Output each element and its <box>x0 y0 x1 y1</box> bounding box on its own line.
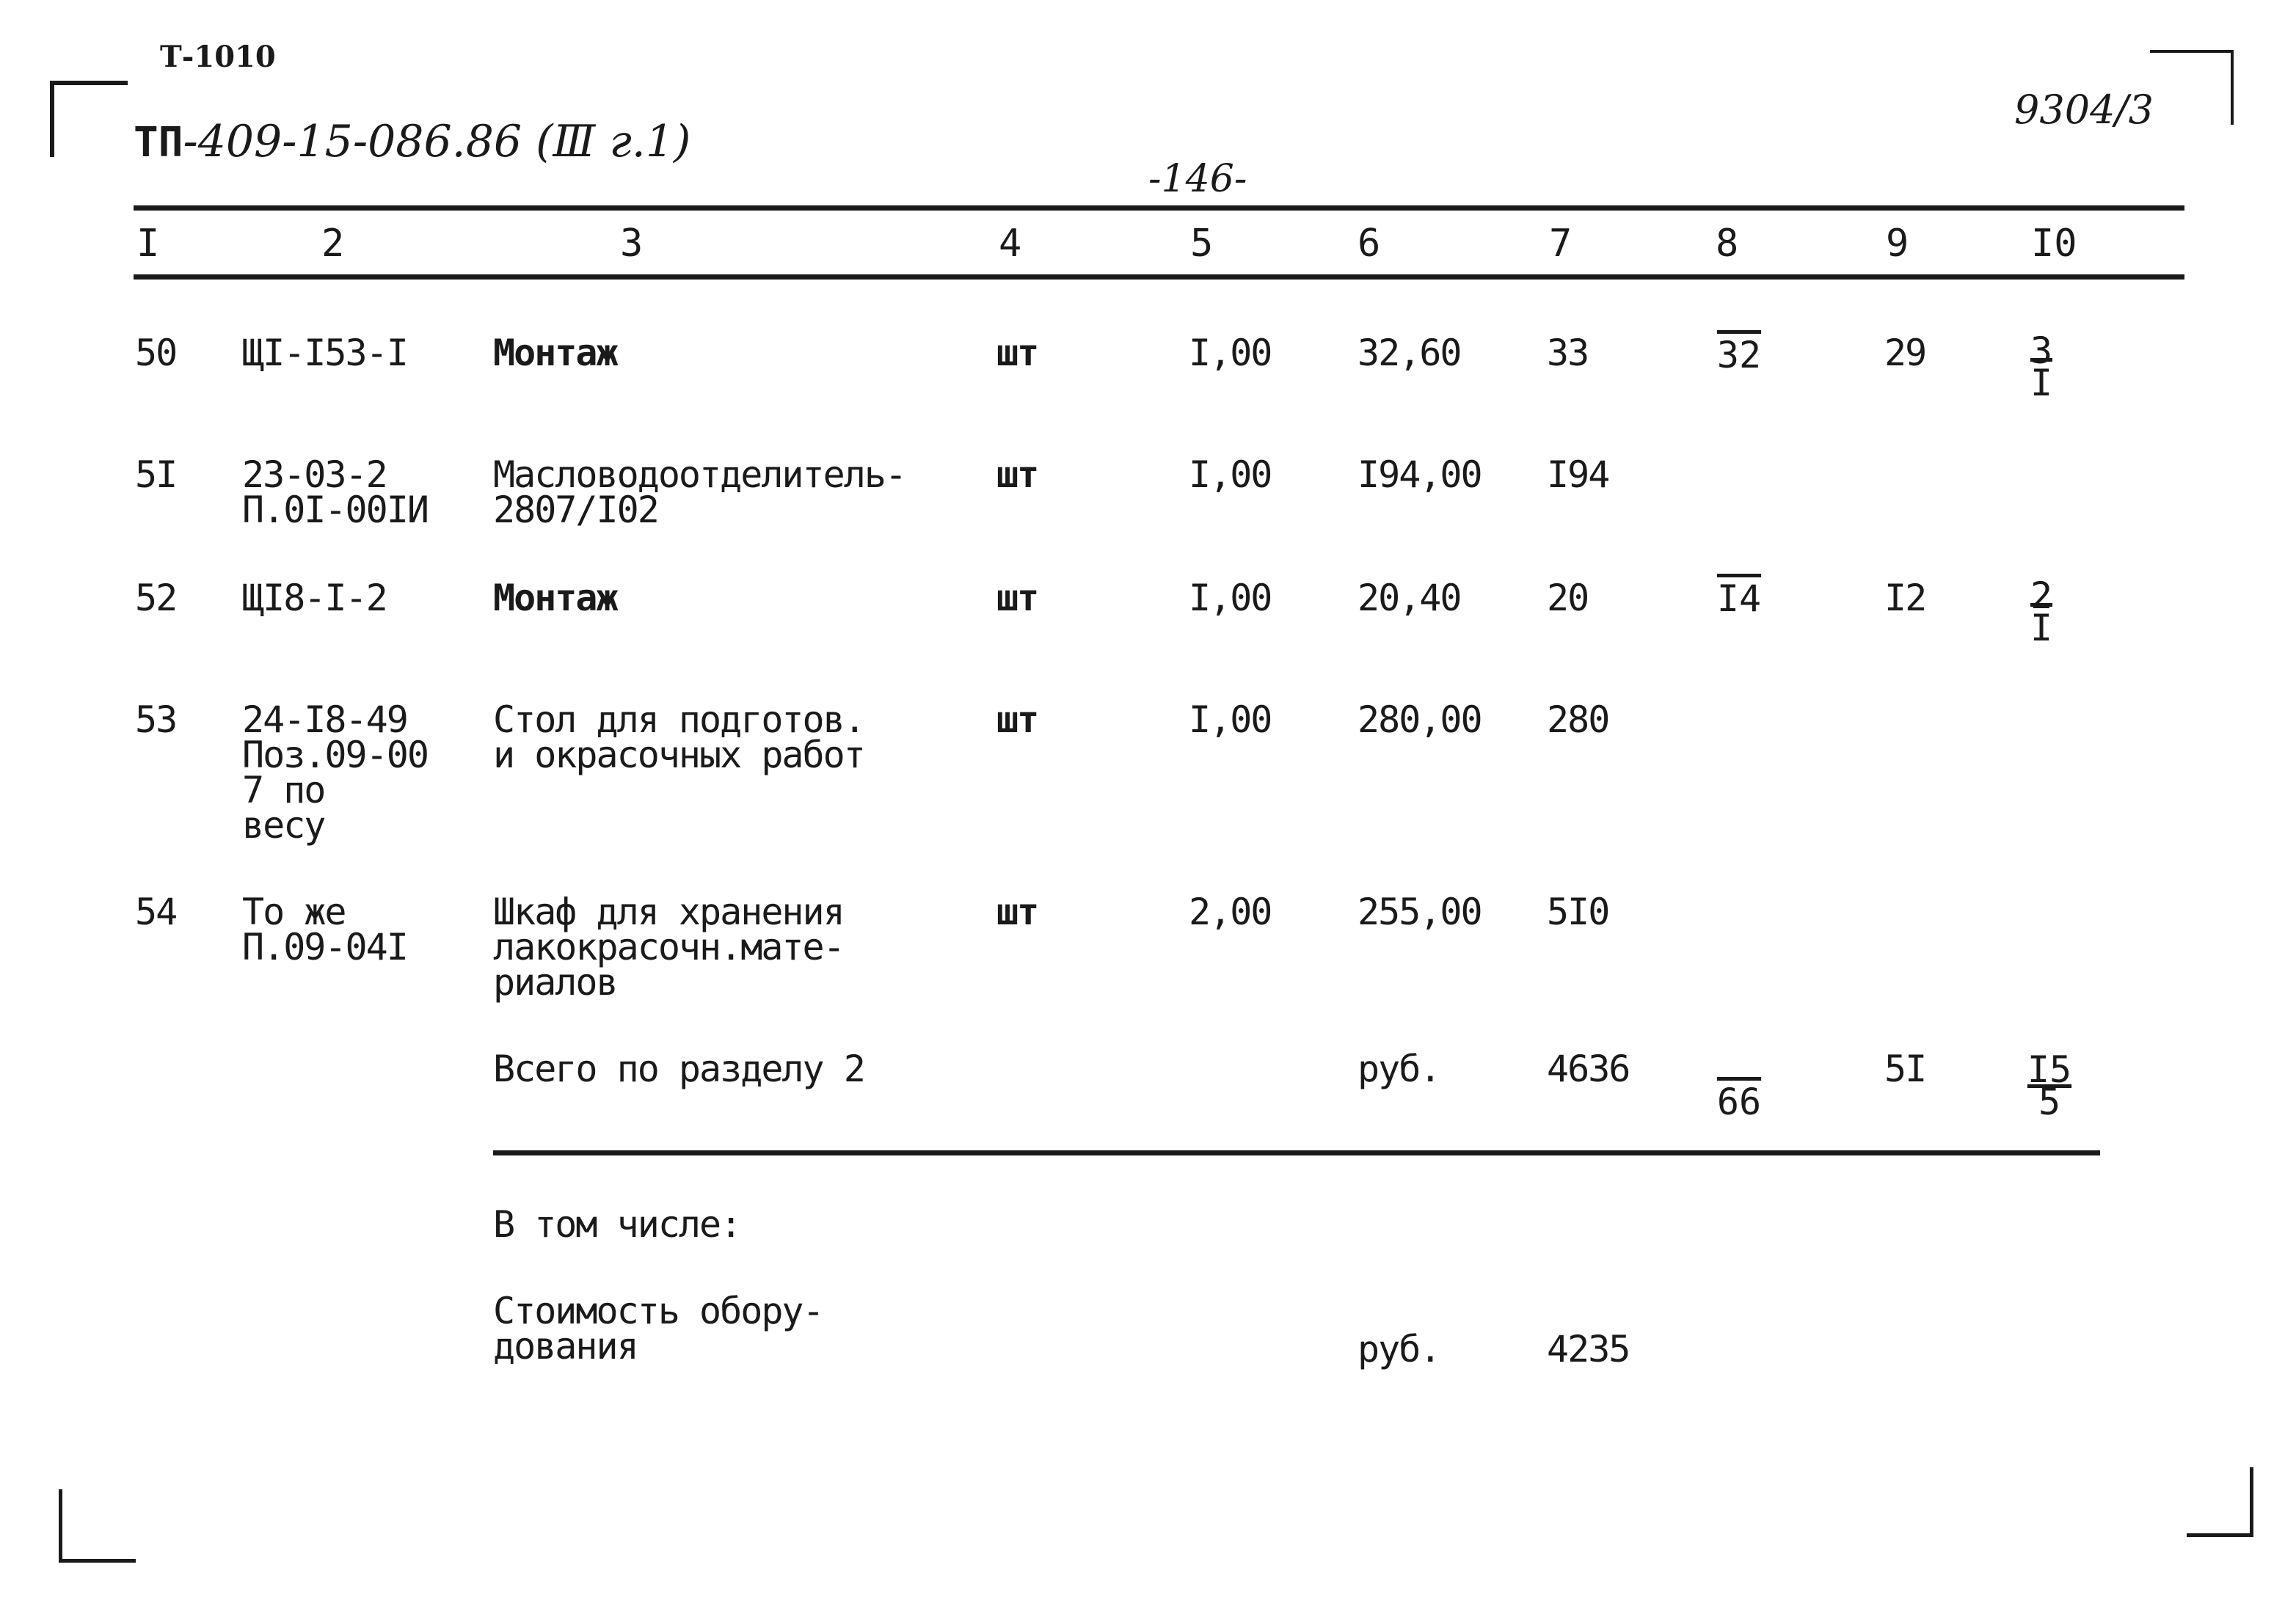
column-header-5: 5 <box>1190 222 1214 266</box>
row-name: Шкаф для хранения <box>493 891 844 933</box>
row-unit: шт <box>996 332 1038 374</box>
row-quantity: 2,00 <box>1189 891 1272 933</box>
row-col9: 29 <box>1884 332 1926 374</box>
row-name: Стол для подготов. <box>493 698 864 741</box>
equipment-cost-label: Стоимость обору- <box>493 1290 823 1332</box>
table-top-rule <box>134 205 2184 211</box>
row-unit: шт <box>996 453 1038 496</box>
row-name: 2807/I02 <box>493 489 658 531</box>
table-header-rule <box>134 274 2184 280</box>
column-header-6: 6 <box>1357 222 1381 266</box>
corner-mark-top-left <box>50 81 128 157</box>
document-code-prefix: ТП <box>134 119 183 167</box>
row-total: 5I0 <box>1547 891 1609 933</box>
archive-number: 9304/3 <box>2014 87 2154 133</box>
document-code <box>134 116 690 167</box>
row-col10-fraction: $\frac{2}{I}$ <box>2030 574 2053 649</box>
row-name: Масловодоотделитель- <box>493 453 906 496</box>
section-total-amount: 4636 <box>1547 1048 1630 1090</box>
column-header-9: 9 <box>1886 222 1909 266</box>
row-code: Поз.09-00 <box>242 734 428 776</box>
column-header-3: 3 <box>620 222 644 266</box>
corner-mark-bottom-right <box>2187 1467 2253 1537</box>
section-total-col9: 5I <box>1884 1048 1926 1090</box>
row-quantity: I,00 <box>1189 332 1272 374</box>
section-total-label: Всего по разделу 2 <box>493 1048 864 1090</box>
row-name: Монтаж <box>493 332 617 374</box>
row-quantity: I,00 <box>1189 698 1272 741</box>
row-total: 20 <box>1547 577 1589 619</box>
including-label: В том числе: <box>493 1203 741 1246</box>
section-total-col10-fraction: $\frac{I5}{5}$ <box>2027 1048 2072 1123</box>
column-header-10: I0 <box>2031 222 2077 266</box>
section-total-col8: 66 <box>1716 1081 1762 1123</box>
row-number: 53 <box>135 698 177 741</box>
column-header-2: 2 <box>321 222 345 266</box>
row-code: П.0I-00IИ <box>242 489 428 531</box>
row-col8-fraction: I4 <box>1716 577 1762 620</box>
corner-mark-bottom-left <box>59 1489 136 1563</box>
row-code: ЩI-I53-I <box>242 332 407 374</box>
row-col9: I2 <box>1884 577 1926 619</box>
page-number: -146- <box>1148 157 1247 201</box>
row-unit: шт <box>996 891 1038 933</box>
row-number: 50 <box>135 332 177 374</box>
row-name: лакокрасочн.мате- <box>493 926 844 968</box>
top-code: Т-1010 <box>160 40 276 74</box>
row-col10-fraction: $\frac{3}{I}$ <box>2030 329 2053 404</box>
row-unit: шт <box>996 698 1038 741</box>
column-header-8: 8 <box>1716 222 1739 266</box>
corner-mark-top-right <box>2150 50 2234 125</box>
equipment-cost-unit: руб. <box>1357 1328 1440 1370</box>
total-rule <box>493 1150 2100 1155</box>
column-header-7: 7 <box>1549 222 1572 266</box>
row-unit-price: 32,60 <box>1357 332 1461 374</box>
section-total-unit: руб. <box>1357 1048 1440 1090</box>
row-col8-fraction: 32 <box>1716 334 1762 376</box>
row-total: 33 <box>1547 332 1589 374</box>
row-quantity: I,00 <box>1189 577 1272 619</box>
equipment-cost-label: дования <box>493 1325 638 1368</box>
row-code: 24-I8-49 <box>242 698 407 741</box>
row-name: риалов <box>493 961 617 1004</box>
row-name: Монтаж <box>493 577 617 619</box>
row-code: 23-03-2 <box>242 453 387 496</box>
equipment-cost-amount: 4235 <box>1547 1328 1630 1370</box>
row-code: П.09-04I <box>242 926 407 968</box>
row-name: и окрасочных работ <box>493 734 864 776</box>
column-header-1: I <box>136 222 160 266</box>
row-code: 7 по <box>242 769 325 811</box>
row-code: То же <box>242 891 346 933</box>
row-unit-price: 255,00 <box>1357 891 1482 933</box>
row-number: 5I <box>135 453 177 496</box>
row-number: 52 <box>135 577 177 619</box>
row-code: весу <box>242 804 325 847</box>
row-number: 54 <box>135 891 177 933</box>
row-unit-price: 280,00 <box>1357 698 1482 741</box>
row-code: ЩI8-I-2 <box>242 577 387 619</box>
row-unit-price: I94,00 <box>1357 453 1482 496</box>
row-unit: шт <box>996 577 1038 619</box>
column-header-4: 4 <box>999 222 1022 266</box>
row-total: 280 <box>1547 698 1609 741</box>
row-quantity: I,00 <box>1189 453 1272 496</box>
row-total: I94 <box>1547 453 1609 496</box>
row-unit-price: 20,40 <box>1357 577 1461 619</box>
document-code-handwritten: -409-15-086.86 (Ⅲ г.1) <box>183 116 691 167</box>
